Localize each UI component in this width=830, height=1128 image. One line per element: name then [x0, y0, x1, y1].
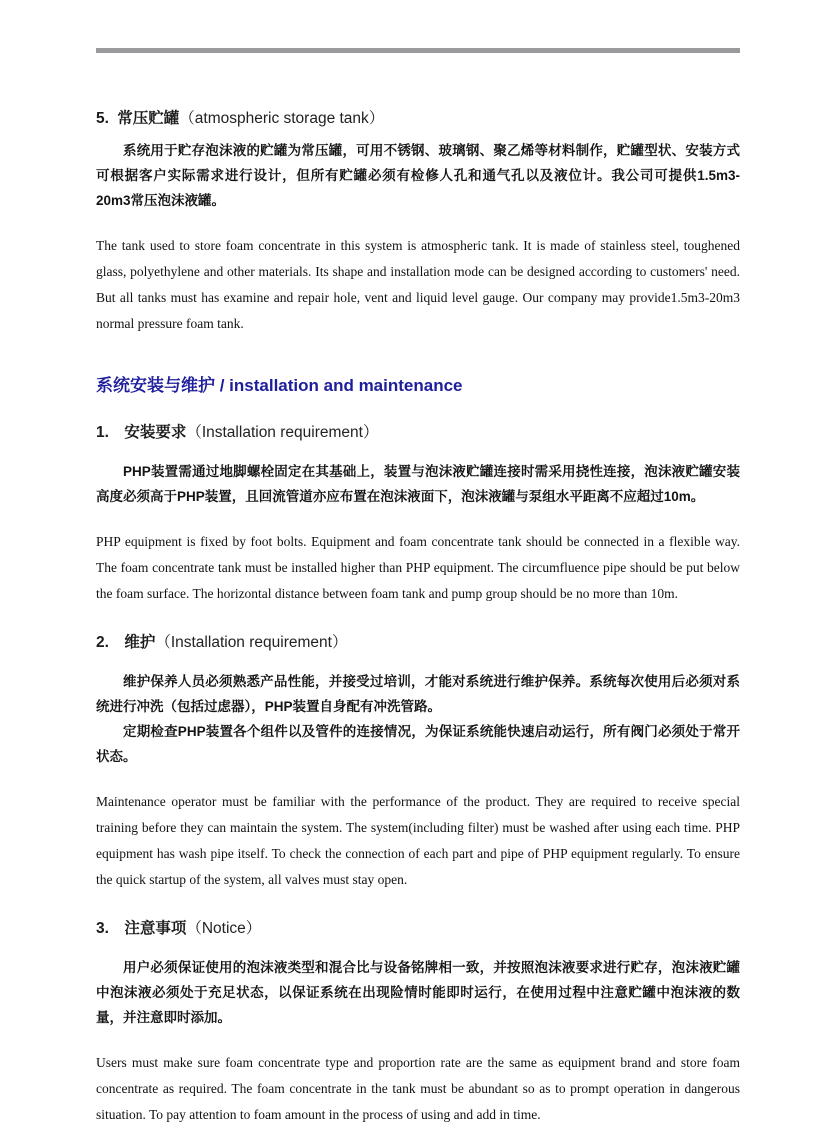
- page-top-rule: [96, 48, 740, 53]
- maintenance-paragraph-en: Maintenance operator must be familiar with the performance of the product. They are required to receive special training before they can maintain the system. The system(including filter) must be washed after using each time. PHP equipment has wash pipe itself. To check the connection of each part and pipe of PHP equipment regularly. To ensure the quick startup of the system, all valves must stay open.: [96, 794, 740, 887]
- subsection-title-en: （Installation requirement）: [155, 634, 348, 651]
- subsection-title-zh: 安装要求: [124, 424, 187, 441]
- storage-tank-paragraph-en: The tank used to store foam concentrate in this system is atmospheric tank. It is made of stainless steel, toughened glass, polyethylene and other materials. Its shape and installation mode can be designed according to customers' need. But all tanks must has examine and repair hole, vent and liquid level gauge. Our company may provide1.5m3-20m3 normal pressure foam tank.: [96, 238, 740, 331]
- notice-paragraph-en: Users must make sure foam concentrate type and proportion rate are the same as equipment brand and store foam concentrate as required. The foam concentrate in the tank must be abundant so as to prompt operation in dangerous situation. To pay attention to foam amount in the process of using and add in time.: [96, 1055, 740, 1122]
- subsection-number: 3.: [96, 920, 109, 937]
- maintenance-paragraph-zh-2: 定期检查PHP装置各个组件以及管件的连接情况，为保证系统能快速启动运行，所有阀门必须处于常开状态。: [96, 724, 740, 764]
- subsection-heading-notice: [96, 919, 740, 939]
- subsection-number: 1.: [96, 424, 109, 441]
- subsection-title-zh: 维护: [124, 634, 156, 651]
- subsection-heading-maintenance: [96, 633, 740, 653]
- storage-tank-paragraph-zh: 系统用于贮存泡沫液的贮罐为常压罐，可用不锈钢、玻璃钢、聚乙烯等材料制作，贮罐型状、安装方式可根据客户实际需求进行设计，但所有贮罐必须有检修人孔和通气孔以及液位计。我公司可提供1.5m3-20m3常压泡沫液罐。: [96, 143, 740, 208]
- subsection-title-zh: 注意事项: [124, 920, 187, 937]
- maintenance-paragraph-zh-1: 维护保养人员必须熟悉产品性能，并接受过培训，才能对系统进行维护保养。系统每次使用后必须对系统进行冲洗（包括过虑器），PHP装置自身配有冲洗管路。: [96, 674, 740, 714]
- section-title-zh: 常压贮罐: [117, 110, 180, 127]
- subsection-number: 2.: [96, 634, 109, 651]
- section-heading-storage-tank: [96, 109, 740, 129]
- installation-paragraph-zh: PHP装置需通过地脚螺栓固定在其基础上，装置与泡沫液贮罐连接时需采用挠性连接，泡沫液贮罐安装高度必须高于PHP装置，且回流管道亦应布置在泡沫液面下，泡沫液罐与泵组水平距离不应超过10m。: [96, 464, 740, 504]
- subsection-title-en: （Installation requirement）: [186, 424, 379, 441]
- installation-paragraph-en: PHP equipment is fixed by foot bolts. Equipment and foam concentrate tank should be connected in a flexible way. The foam concentrate tank must be installed higher than PHP equipment. The circumfluence pipe should be put below the foam surface. The horizontal distance between foam tank and pump group should be no more than 10m.: [96, 534, 740, 601]
- document-page: [0, 48, 830, 1122]
- section-number: 5.: [96, 110, 109, 127]
- chapter-heading-installation-maintenance: 系统安装与维护 / installation and maintenance: [96, 376, 463, 395]
- subsection-heading-installation-requirement: [96, 423, 740, 443]
- notice-paragraph-zh: 用户必须保证使用的泡沫液类型和混合比与设备铭牌相一致，并按照泡沫液要求进行贮存，泡沫液贮罐中泡沫液必须处于充足状态，以保证系统在出现险情时能即时运行，在使用过程中注意贮罐中泡沫液的数量，并注意即时添加。: [96, 960, 740, 1025]
- section-title-en: （atmospheric storage tank）: [179, 110, 385, 127]
- subsection-title-en: （Notice）: [186, 920, 262, 937]
